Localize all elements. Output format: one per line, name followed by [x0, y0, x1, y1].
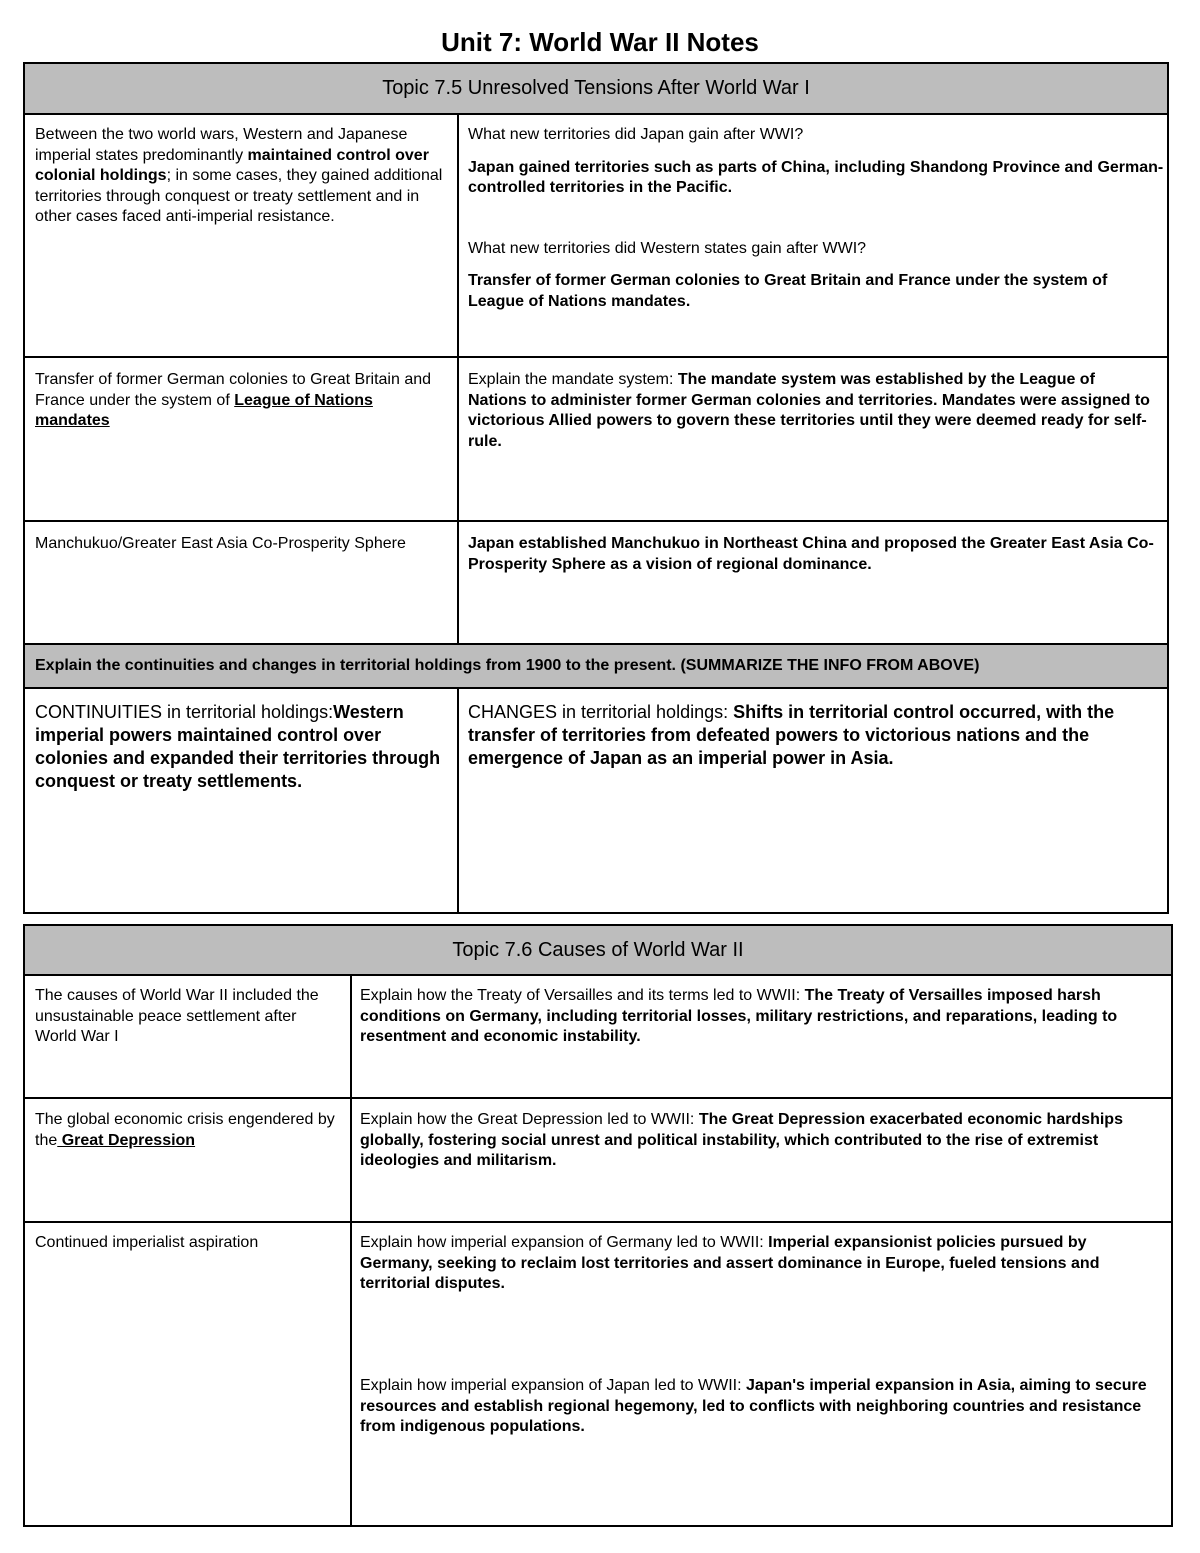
row-divider [25, 520, 1167, 522]
question-western-territories: What new territories did Western states gain after WWI? [468, 239, 867, 257]
topic-7-6-header: Topic 7.6 Causes of World War II [25, 926, 1171, 976]
great-depression-link: Great Depression [57, 1131, 196, 1149]
league-of-nations-link: League of Nations mandates [35, 391, 373, 429]
column-divider [457, 115, 459, 645]
row-divider [25, 1221, 1171, 1223]
versailles-right-cell: Explain how the Treaty of Versailles and its terms led to WWII: The Treaty of Versailles imposed harsh conditions on Germany, including territorial losses, military restrictions, and reparations, leading to resentment and economic instability. [360, 987, 1118, 1045]
row2-right-cell: Explain the mandate system: The mandate system was established by the League of Nations to administer former German colonies and territories. Mandates were assigned to victorious Allied powers to govern these territories until they were deemed ready for self-rule. [468, 371, 1150, 450]
row1-right-cell [468, 125, 1164, 312]
depression-left-cell: The global economic crisis engendered by the Great Depression [35, 1111, 335, 1149]
topic-7-6-table [23, 924, 1173, 1527]
page-title: Unit 7: World War II Notes [441, 27, 759, 57]
answer-japan-territories: Japan gained territories such as parts of China, including Shandong Province and German-controlled territories in the Pacific. [468, 158, 1164, 196]
row-divider [25, 687, 1167, 689]
row-divider [25, 356, 1167, 358]
imperialist-left-cell: Continued imperialist aspiration [35, 1234, 259, 1251]
topic-7-5-header: Topic 7.5 Unresolved Tensions After World War I [25, 64, 1167, 115]
summary-header: Explain the continuities and changes in territorial holdings from 1900 to the present. (SUMMARIZE THE INFO FROM ABOVE) [25, 645, 1167, 687]
answer-western-territories: Transfer of former German colonies to Great Britain and France under the system of League of Nations mandates. [468, 272, 1108, 310]
row1-left-cell: Between the two world wars, Western and Japanese imperial states predominantly maintained control over colonial holdings; in some cases, they gained additional territories through conquest or treaty settlement and in other cases faced anti-imperial resistance. [35, 126, 443, 225]
changes-cell: CHANGES in territorial holdings: Shifts in territorial control occurred, with the transfer of territories from defeated powers to victorious nations and the emergence of Japan as an imperial power in Asia. [468, 702, 1115, 768]
depression-right-cell: Explain how the Great Depression led to WWII: The Great Depression exacerbated economic hardships globally, fostering social unrest and political instability, which contributed to the rise of extremist ideologies and militarism. [360, 1111, 1123, 1169]
topic-7-5-table [23, 62, 1169, 914]
row-divider [25, 1097, 1171, 1099]
column-divider [457, 687, 459, 914]
continuities-cell: CONTINUITIES in territorial holdings:Western imperial powers maintained control over colonies and expanded their territories through conquest or treaty settlements. [35, 702, 441, 791]
question-japan-territories: What new territories did Japan gain after WWI? [468, 126, 804, 143]
row3-right-cell: Japan established Manchukuo in Northeast China and proposed the Greater East Asia Co-Prosperity Sphere as a vision of regional dominance. [468, 535, 1154, 573]
column-divider [350, 974, 352, 1527]
versailles-left-cell: The causes of World War II included the unsustainable peace settlement after World War I [35, 987, 319, 1045]
row2-left-cell: Transfer of former German colonies to Great Britain and France under the system of League of Nations mandates [35, 371, 432, 429]
japan-expansion-cell: Explain how imperial expansion of Japan led to WWII: Japan's imperial expansion in Asia, aiming to secure resources and establish regional hegemony, led to conflicts with neighboring countries and resistance from indigenous populations. [360, 1377, 1147, 1435]
germany-expansion-cell: Explain how imperial expansion of Germany led to WWII: Imperial expansionist policies pursued by Germany, seeking to reclaim lost territories and assert dominance in Europe, fueled tensions and territorial disputes. [360, 1234, 1100, 1292]
row3-left-cell: Manchukuo/Greater East Asia Co-Prosperity Sphere [35, 535, 406, 552]
